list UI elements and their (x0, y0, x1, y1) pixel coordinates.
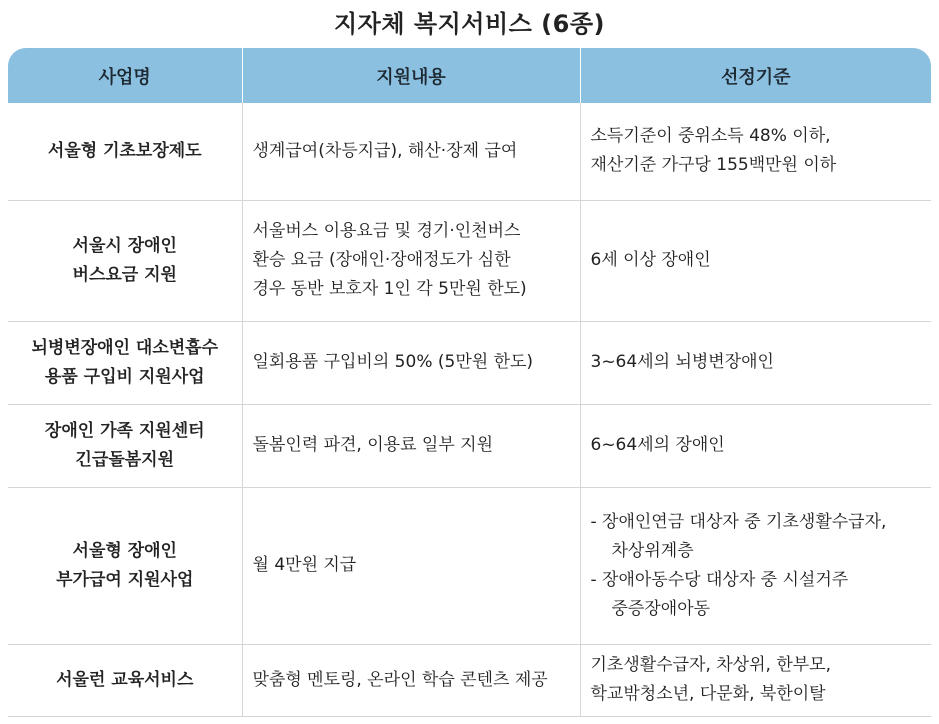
program-name-text: 서울형 장애인 (72, 540, 177, 561)
support-content-text: 경우 동반 보호자 1인 각 5만원 한도) (252, 279, 527, 299)
criteria-bullet-text: - 장애인연금 대상자 중 기초생활수급자, (590, 511, 887, 532)
table-row (8, 200, 931, 321)
criteria-text: 3~64세의 뇌병변장애인 (590, 352, 774, 372)
support-content-cell (242, 103, 580, 200)
support-content-cell (242, 200, 580, 321)
header-program-name: 사업명 (8, 48, 242, 103)
criteria-text: 학교밖청소년, 다문화, 북한이탈 (590, 684, 826, 704)
program-name-text: 버스요금 지원 (72, 264, 177, 285)
program-name-cell (8, 200, 242, 321)
page-title: 지자체 복지서비스 (6종) (333, 10, 605, 38)
support-content-cell (242, 321, 580, 404)
program-name-text: 긴급돌봄지원 (75, 449, 175, 470)
program-name-cell (8, 103, 242, 200)
program-name-text: 장애인 가족 지원센터 (44, 420, 205, 441)
program-name-text: 용품 구입비 지원사업 (44, 366, 205, 387)
criteria-text: 기초생활수급자, 차상위, 한부모, (590, 655, 832, 675)
program-name-text: 서울시 장애인 (72, 235, 177, 256)
program-name-text: 서울런 교육서비스 (56, 669, 194, 690)
criteria-text: 6~64세의 장애인 (590, 435, 725, 455)
support-content-text: 일회용품 구입비의 50% (5만원 한도) (252, 352, 534, 372)
criteria-text: 6세 이상 장애인 (590, 250, 711, 270)
program-name-cell (8, 404, 242, 487)
support-content-cell (242, 487, 580, 644)
criteria-cell (580, 644, 931, 716)
program-name-cell (8, 321, 242, 404)
welfare-services-table (8, 48, 931, 717)
table-header-row (8, 48, 931, 103)
criteria-bullet-continuation: 중증장애아동 (611, 598, 711, 619)
support-content-cell (242, 644, 580, 716)
criteria-cell (580, 321, 931, 404)
support-content-text: 서울버스 이용요금 및 경기·인천버스 (252, 221, 521, 241)
criteria-cell (580, 487, 931, 644)
header-selection-criteria: 선정기준 (580, 48, 931, 103)
table-row (8, 103, 931, 200)
table-row (8, 321, 931, 404)
program-name-text: 부가급여 지원사업 (56, 569, 194, 590)
support-content-text: 생계급여(차등지급), 해산·장제 급여 (252, 140, 518, 161)
header-support-content: 지원내용 (242, 48, 580, 103)
support-content-text: 맞춤형 멘토링, 온라인 학습 콘텐츠 제공 (252, 669, 548, 690)
program-name-text: 서울형 기초보장제도 (47, 140, 202, 161)
program-name-cell (8, 644, 242, 716)
support-content-text: 돌봄인력 파견, 이용료 일부 지원 (252, 435, 494, 455)
table-row (8, 487, 931, 644)
criteria-bullet-continuation: 차상위계층 (611, 540, 694, 561)
support-content-text: 환승 요금 (장애인·장애정도가 심한 (252, 250, 511, 270)
program-name-text: 뇌병변장애인 대소변흡수 (31, 337, 219, 358)
table-row (8, 404, 931, 487)
criteria-cell (580, 200, 931, 321)
criteria-cell (580, 103, 931, 200)
table-row (8, 644, 931, 716)
welfare-table-container (8, 48, 931, 717)
program-name-cell (8, 487, 242, 644)
criteria-text: 소득기준이 중위소득 48% 이하, (590, 126, 831, 147)
criteria-cell (580, 404, 931, 487)
criteria-bullet-text: - 장애아동수당 대상자 중 시설거주 (590, 569, 849, 590)
criteria-text: 재산기준 가구당 155백만원 이하 (590, 155, 837, 176)
support-content-text: 월 4만원 지급 (252, 555, 357, 575)
support-content-cell (242, 404, 580, 487)
